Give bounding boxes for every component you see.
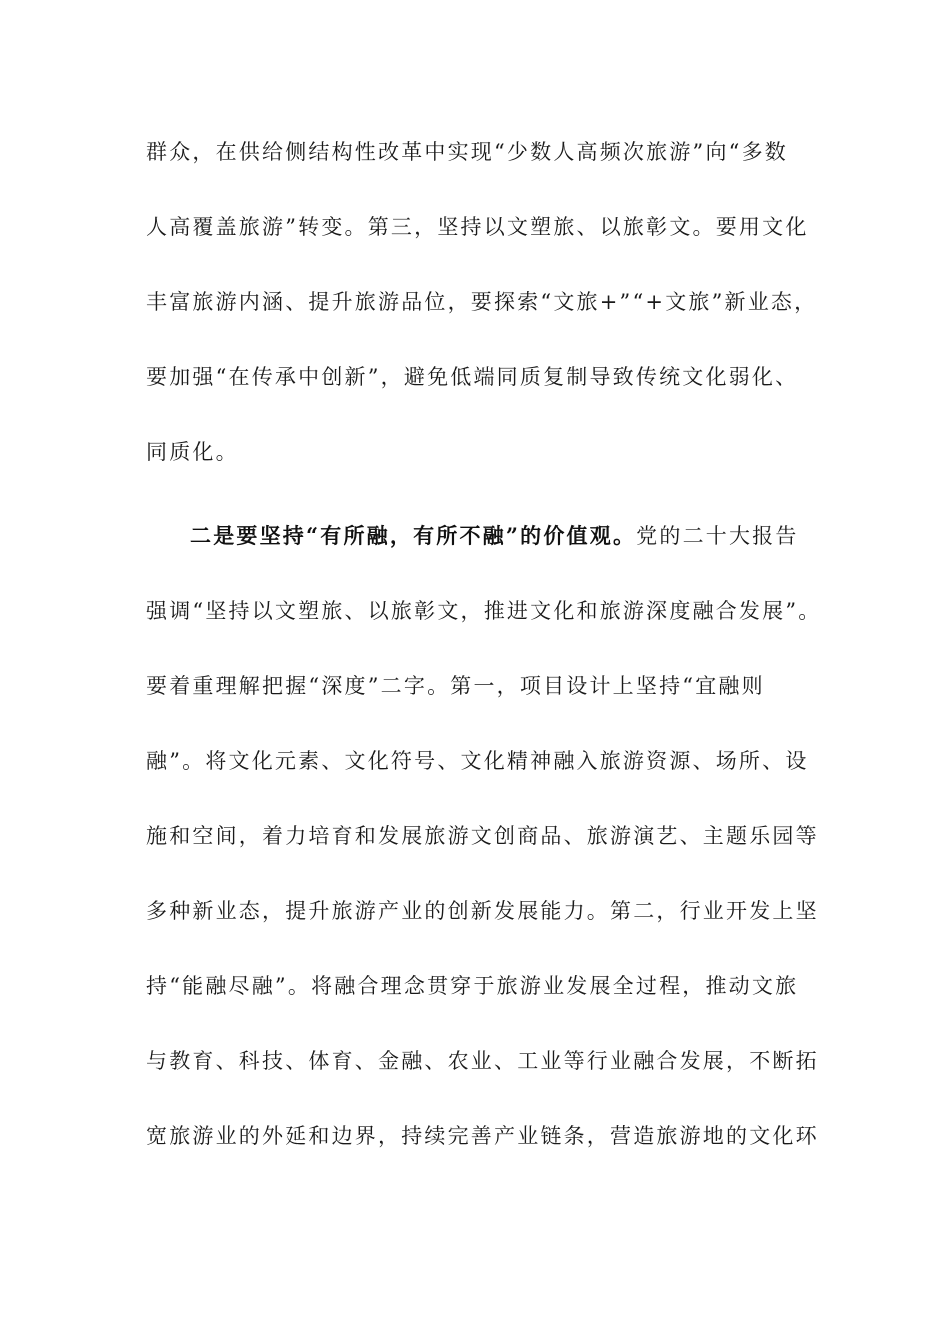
paragraph-first-line <box>190 521 870 551</box>
text-line: 融”。将文化元素、文化符号、文化精神融入旅游资源、场所、设 <box>146 749 809 773</box>
text-line: 强调“坚持以文塑旅、以旅彰文，推进文化和旅游深度融合发展”。 <box>146 599 822 623</box>
text-line: 与教育、科技、体育、金融、农业、工业等行业融合发展，不断拓 <box>146 1049 819 1073</box>
paragraph-heading: 二是要坚持“有所融，有所不融”的价值观。 <box>190 523 637 548</box>
text-line: 群众，在供给侧结构性改革中实现“少数人高频次旅游”向“多数 <box>146 140 789 164</box>
text-line: 多种新业态，提升旅游产业的创新发展能力。第二，行业开发上坚 <box>146 899 819 923</box>
text-line: 持“能融尽融”。将融合理念贯穿于旅游业发展全过程，推动文旅 <box>146 974 799 998</box>
text-line: 要着重理解把握“深度”二字。第一，项目设计上坚持“宜融则 <box>146 674 765 698</box>
text-line: 宽旅游业的外延和边界，持续完善产业链条，营造旅游地的文化环 <box>146 1124 819 1148</box>
paragraph-first-line-text: 党的二十大报告 <box>636 524 799 548</box>
text-line: 同质化。 <box>146 440 239 464</box>
text-line: 人高覆盖旅游”转变。第三，坚持以文塑旅、以旅彰文。要用文化 <box>146 215 809 239</box>
text-line: 要加强“在传承中创新”，避免低端同质复制导致传统文化弱化、 <box>146 365 799 389</box>
text-line: 施和空间，着力培育和发展旅游文创商品、旅游演艺、主题乐园等 <box>146 824 819 848</box>
text-line: 丰富旅游内涵、提升旅游品位，要探索“文旅+”“+文旅”新业态， <box>146 290 818 314</box>
